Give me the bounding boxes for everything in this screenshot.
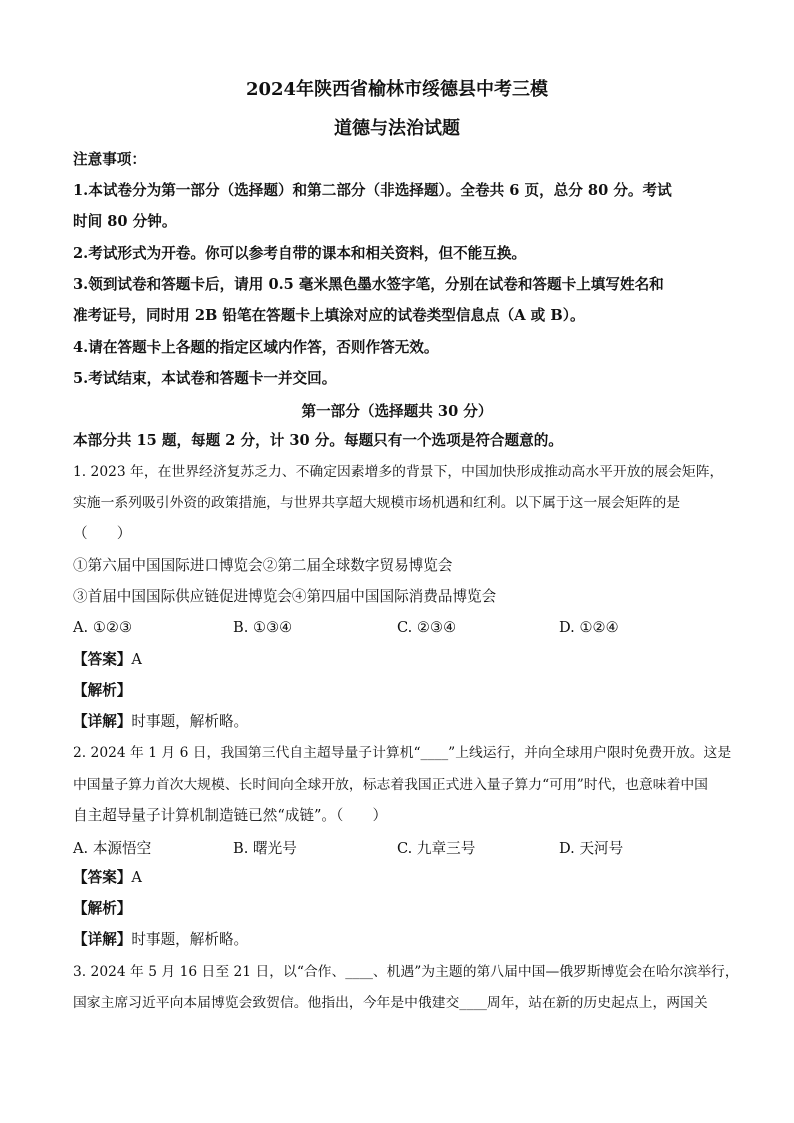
- answer-value: A: [131, 651, 142, 668]
- notice-line: 4.请在答题卡上各题的指定区域内作答，否则作答无效。: [73, 339, 439, 356]
- analysis-tag: 【解析】: [73, 900, 132, 917]
- analysis-tag: 【解析】: [73, 682, 132, 699]
- q1-option-c: C. ②③④: [397, 619, 457, 636]
- q1-options: [73, 619, 723, 639]
- q1-answer: [73, 650, 142, 670]
- exam-subtitle: 道德与法治试题: [334, 118, 460, 139]
- notice-line: 准考证号，同时用 2B 铅笔在答题卡上填涂对应的试卷类型信息点（A 或 B）。: [73, 307, 585, 324]
- q1-stem-line: 1. 2023 年，在世界经济复苏乏力、不确定因素增多的背景下，中国加快形成推动高水平开放的展会矩阵，: [73, 464, 724, 480]
- answer-tag: 【答案】: [73, 651, 132, 668]
- q2-answer: [73, 868, 142, 888]
- q2-option-c: C. 九章三号: [397, 840, 476, 857]
- part1-instruction: 本部分共 15 题，每题 2 分，计 30 分。每题只有一个选项是符合题意的。: [73, 432, 563, 449]
- q2-option-a: A. 本源悟空: [73, 840, 152, 857]
- q2-option-d: D. 天河号: [559, 840, 624, 857]
- q1-detail: [73, 712, 248, 732]
- q1-option-b: B. ①③④: [233, 619, 293, 636]
- detail-tag: 【详解】: [73, 931, 132, 948]
- notice-line: 时间 80 分钟。: [73, 213, 177, 230]
- detail-tag: 【详解】: [73, 713, 132, 730]
- answer-value: A: [131, 869, 142, 886]
- part1-heading: 第一部分（选择题共 30 分）: [301, 403, 493, 420]
- q1-stem-line: 实施一系列吸引外资的政策措施，与世界共享超大规模市场机遇和红利。以下属于这一展会矩阵的是: [73, 495, 681, 511]
- q3-stem-line: 国家主席习近平向本届博览会致贺信。他指出，今年是中俄建交____周年，站在新的历史起点上，两国关: [73, 995, 708, 1011]
- notice-heading: 注意事项：: [73, 151, 146, 168]
- notice-line: 5.考试结束，本试卷和答题卡一并交回。: [73, 370, 337, 387]
- q3-stem-line: 3. 2024 年 5 月 16 日至 21 日，以“合作、____、机遇”为主题的第八届中国—俄罗斯博览会在哈尔滨举行，: [73, 964, 739, 980]
- q2-stem-line: 2. 2024 年 1 月 6 日，我国第三代自主超导量子计算机“____”上线运行，并向全球用户限时免费开放。这是: [73, 745, 732, 761]
- notice-line: 2.考试形式为开卷。你可以参考自带的课本和相关资料，但不能互换。: [73, 245, 527, 262]
- notice-line: 1.本试卷分为第一部分（选择题）和第二部分（非选择题）。全卷共 6 页，总分 80 分。考试: [73, 182, 672, 199]
- q2-options: [73, 837, 723, 857]
- q2-analysis: [73, 899, 131, 919]
- q2-option-b: B. 曙光号: [233, 840, 297, 857]
- q1-stem-line: （ ）: [73, 525, 132, 542]
- detail-text: 时事题，解析略。: [131, 713, 249, 730]
- notice-line: 3.领到试卷和答题卡后，请用 0.5 毫米黑色墨水签字笔，分别在试卷和答题卡上填写姓名和: [73, 276, 664, 293]
- answer-tag: 【答案】: [73, 869, 132, 886]
- q1-analysis: [73, 681, 131, 701]
- exam-title: 2024年陕西省榆林市绥德县中考三模: [245, 79, 549, 100]
- q1-option-a: A. ①②③: [73, 619, 133, 636]
- q1-stem-line: ③首届中国国际供应链促进博览会④第四届中国国际消费品博览会: [73, 588, 497, 605]
- q2-stem-line: 自主超导量子计算机制造链已然“成链”。（ ）: [73, 807, 388, 824]
- q1-option-d: D. ①②④: [559, 619, 619, 636]
- q2-stem-line: 中国量子算力首次大规模、长时间向全球开放，标志着我国正式进入量子算力“可用”时代，也意味着中国: [73, 777, 708, 793]
- detail-text: 时事题，解析略。: [131, 931, 249, 948]
- q1-stem-line: ①第六届中国国际进口博览会②第二届全球数字贸易博览会: [73, 557, 453, 574]
- q2-detail: [73, 930, 248, 950]
